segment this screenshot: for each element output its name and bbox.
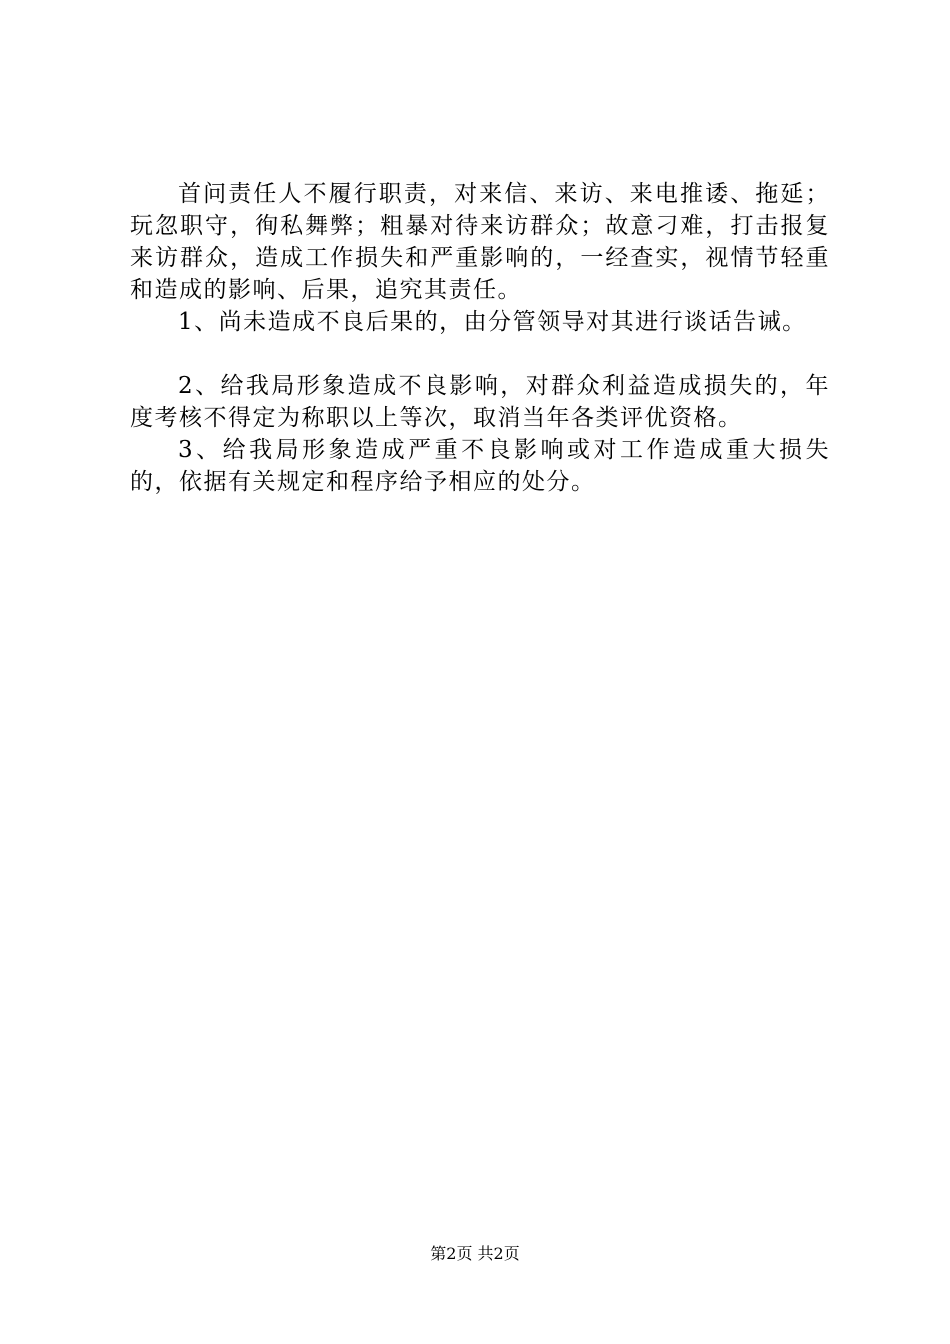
paragraph-responsibility: 首问责任人不履行职责，对来信、来访、来电推诿、拖延；玩忽职守，徇私舞弊；粗暴对待来访群众；故意刁难，打击报复来访群众，造成工作损失和严重影响的，一经查实，视情节轻重和造成的影响、后果，追究其责任。: [130, 181, 830, 303]
document-body: [130, 178, 830, 498]
paragraph-item-3: 3、给我局形象造成严重不良影响或对工作造成重大损失的，依据有关规定和程序给予相应的处分。: [130, 437, 830, 495]
page-number-footer: 第2页 共2页: [430, 1244, 520, 1263]
paragraph-item-2: 2、给我局形象造成不良影响，对群众利益造成损失的，年度考核不得定为称职以上等次，取消当年各类评优资格。: [130, 373, 830, 431]
paragraph-spacer: [130, 338, 830, 370]
paragraph-item-1: 1、尚未造成不良后果的，由分管领导对其进行谈话告诫。: [178, 309, 807, 335]
